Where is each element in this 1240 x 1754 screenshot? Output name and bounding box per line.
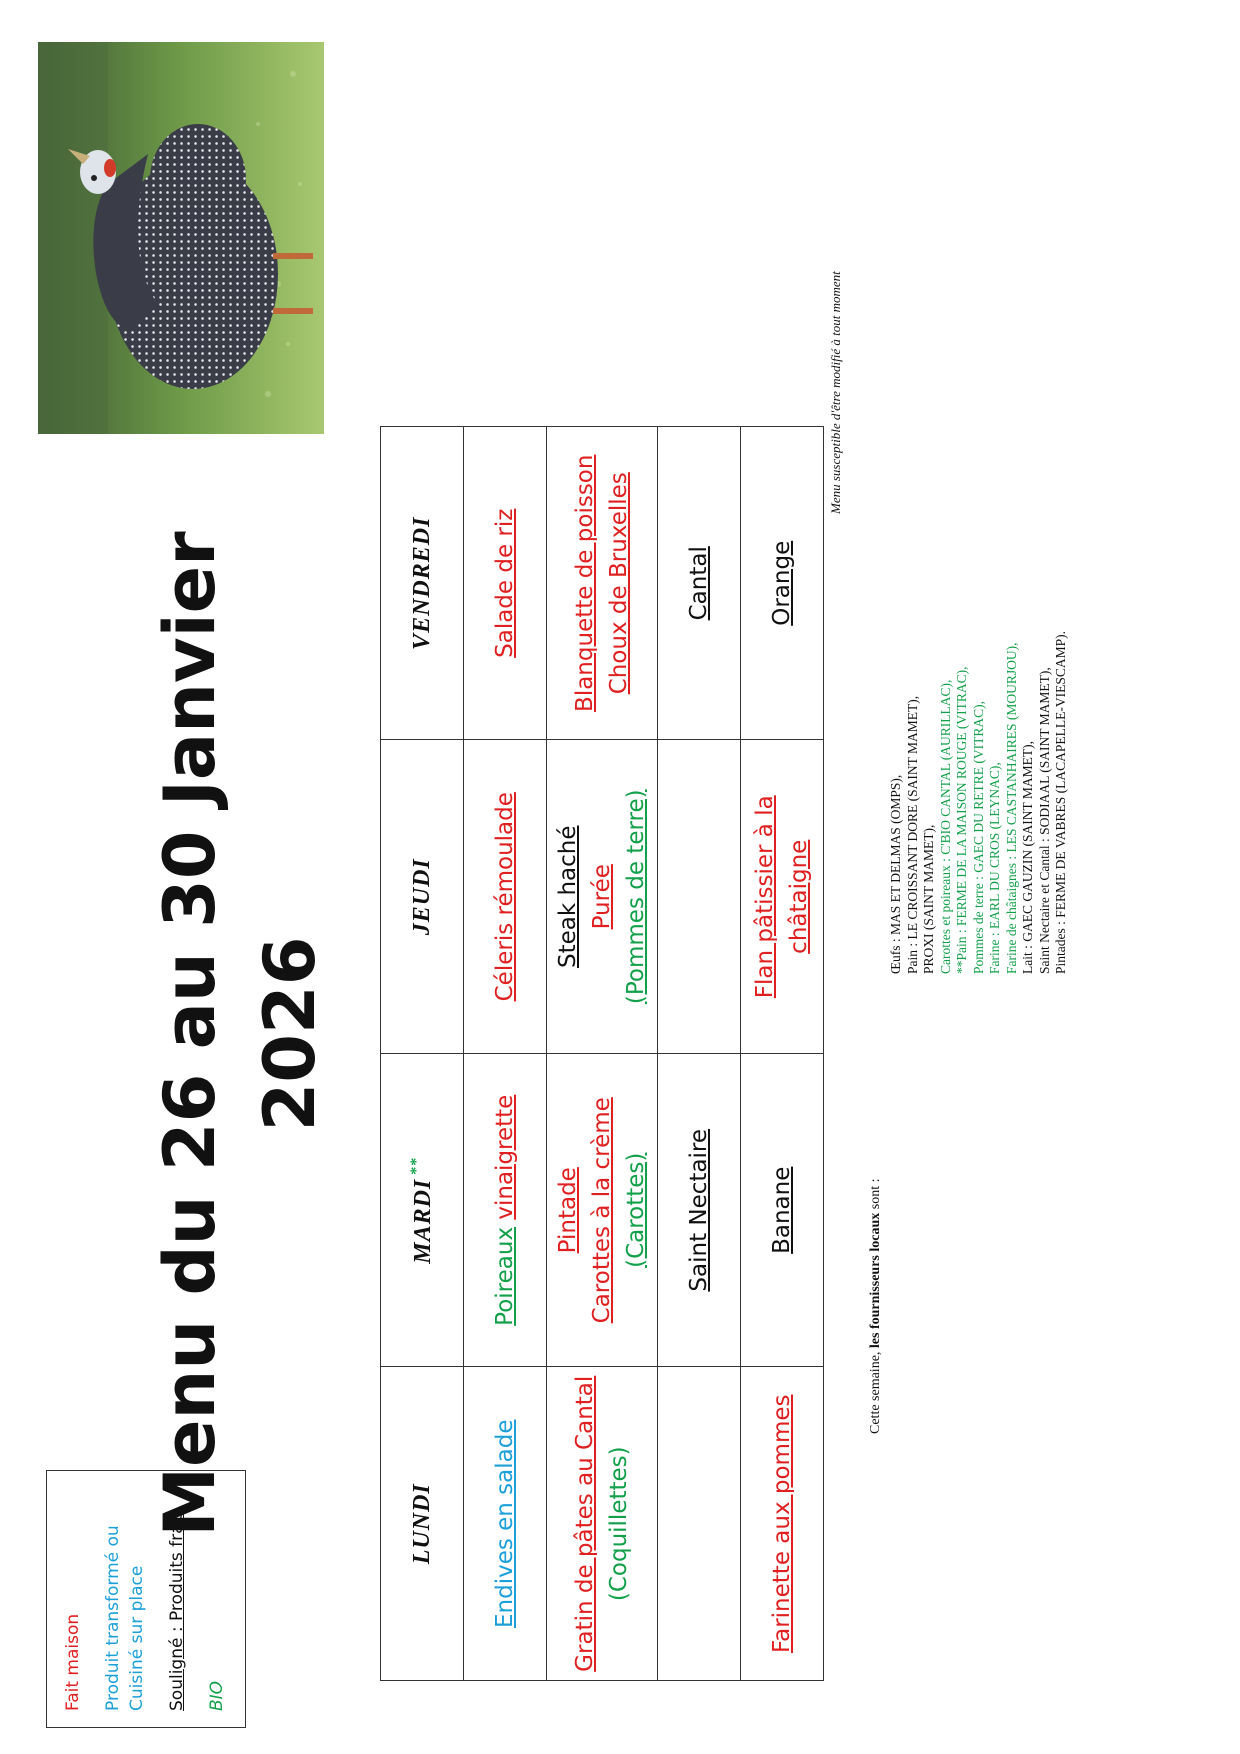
dish: Purée [589, 864, 615, 930]
legend-bio: BIO [207, 1680, 227, 1711]
cell-vendredi-dessert [741, 427, 824, 741]
dessert-row [741, 427, 824, 1681]
supplier-line: Carottes et poireaux : C'BIO CANTAL (AURILLAC), [937, 679, 953, 974]
cell-vendredi-plat [547, 427, 658, 741]
supplier-line: Œufs : MAS ET DELMAS (OMPS), [888, 774, 903, 974]
fromage-row [658, 427, 741, 1681]
entree-row [464, 427, 547, 1681]
legend-souligne: Souligné : Produits frais [167, 1509, 187, 1711]
suppliers-list [888, 631, 1070, 974]
dish: Céleris rémoulade [492, 792, 518, 1002]
dish: Cantal [686, 546, 712, 621]
intro-bold: les fournisseurs locaux [868, 1212, 883, 1349]
cell-mardi-plat [547, 1054, 658, 1368]
title-line-1: Menu du 26 au 30 Janvier [149, 531, 231, 1537]
cell-jeudi-dessert [741, 740, 824, 1054]
supplier-line: Farine : EARL DU CROS (LEYNAC), [987, 762, 1002, 974]
supplier-line: Pintades : FERME DE VABRES (LACAPELLE-VIESCAMP). [1053, 630, 1068, 974]
dish: Steak haché [555, 825, 581, 969]
intro-prefix: Cette semaine, [868, 1348, 883, 1434]
day-name: JEUDI [408, 858, 435, 936]
supplier-line: Saint Nectaire et Cantal : SODIAAL (SAINT MAMET), [1036, 667, 1052, 974]
dish: Saint Nectaire [686, 1128, 712, 1292]
cell-vendredi-fromage [658, 427, 741, 741]
cell-mardi-entree [464, 1054, 547, 1368]
legend-fait-maison: Fait maison [63, 1613, 83, 1711]
disclaimer-note: Menu susceptible d'être modifié à tout moment [828, 271, 843, 514]
dish: Orange [769, 540, 795, 626]
day-header-row [381, 427, 464, 1681]
guinea-fowl-image [38, 42, 324, 434]
dish: Salade de riz [492, 508, 518, 658]
dish: Choux de Bruxelles [606, 472, 632, 695]
cell-lundi-fromage [658, 1367, 741, 1681]
day-header-lundi [381, 1367, 464, 1681]
supplier-line: Pain : LE CROISSANT DORE (SAINT MAMET), [904, 695, 920, 974]
cell-lundi-dessert [741, 1367, 824, 1681]
dish-detail: (Coquillettes) [606, 1446, 632, 1602]
supplier-line: **Pain : FERME DE LA MAISON ROUGE (VITRAC), [954, 666, 969, 974]
day-name: LUNDI [408, 1483, 435, 1565]
dish: Blanquette de poisson [572, 454, 598, 712]
dish: Poireaux [492, 1226, 518, 1326]
cell-lundi-plat [547, 1367, 658, 1681]
dish: vinaigrette [492, 1094, 518, 1220]
dish-detail: (Pommes de terre) [623, 789, 649, 1005]
dish-detail: (Carottes) [623, 1152, 649, 1268]
day-name: VENDREDI [408, 516, 435, 650]
title-line-2: 2026 [249, 936, 331, 1132]
cell-vendredi-entree [464, 427, 547, 741]
star-marker: ** [407, 1156, 425, 1175]
cell-mardi-fromage [658, 1054, 741, 1368]
dish: Flan pâtissier à la châtaigne [752, 795, 812, 999]
supplier-line: Pommes de terre : GAEC DU RETRE (VITRAC), [970, 701, 986, 974]
day-header-mardi [381, 1054, 464, 1368]
day-header-vendredi [381, 427, 464, 741]
day-name: MARDI [409, 1178, 436, 1264]
cell-mardi-dessert [741, 1054, 824, 1368]
dish: Endives en salade [492, 1419, 518, 1629]
plat-row [547, 427, 658, 1681]
suppliers-intro [868, 1179, 884, 1435]
cell-lundi-entree [464, 1367, 547, 1681]
dish: Farinette aux pommes [769, 1394, 795, 1653]
supplier-line: Lait : GAEC GAUZIN (SAINT MAMET), [1020, 741, 1035, 974]
dish: Pintade [555, 1167, 581, 1254]
cell-jeudi-fromage [658, 740, 741, 1054]
menu-table [380, 426, 824, 1681]
cell-jeudi-plat [547, 740, 658, 1054]
legend-produit-transforme: Produit transformé ou Cuisiné sur place [103, 1525, 147, 1711]
dish: Gratin de pâtes au Cantal [572, 1375, 598, 1672]
cell-jeudi-entree [464, 740, 547, 1054]
dish: Carottes à la crème [589, 1097, 615, 1324]
supplier-line: PROXI (SAINT MAMET), [921, 824, 936, 974]
intro-suffix: sont : [868, 1178, 883, 1213]
dish: Banane [769, 1166, 795, 1254]
page-title [140, 434, 340, 1634]
supplier-line: Farine de châtaignes : LES CASTANHAIRES (MOURJOU), [1003, 642, 1019, 974]
day-header-jeudi [381, 740, 464, 1054]
guinea-fowl-photo [38, 42, 324, 434]
